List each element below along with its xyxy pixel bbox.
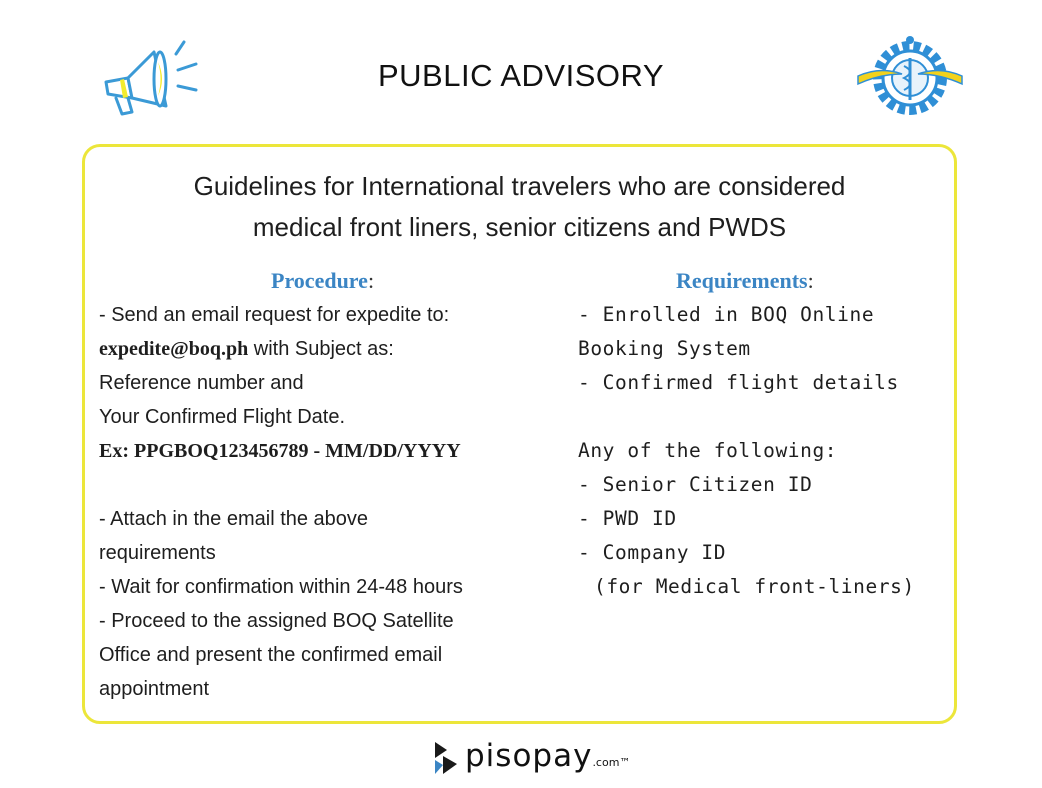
pisopay-wordmark [465,738,630,774]
example-date: MM/DD/YYYY [325,440,461,462]
procedure-line: appointment [99,678,210,700]
procedure-line [99,332,569,366]
requirements-title: Requirements [676,268,808,293]
requirement-line: - Company ID [578,541,727,564]
procedure-heading [99,264,569,298]
guidelines-heading [82,166,957,248]
pisopay-mark-icon [433,740,459,776]
bureau-of-quarantine-seal-icon [857,30,963,126]
spacer [99,468,569,502]
requirement-line: - Confirmed flight details [578,371,899,394]
spacer [578,400,938,434]
requirement-line: Booking System [578,337,751,360]
procedure-colon: : [367,268,375,293]
heading-line-1: Guidelines for International travelers who are considered [193,171,846,201]
example-colon: : [122,440,135,462]
requirement-line: (for Medical front-liners) [594,575,915,598]
procedure-line: Your Confirmed Flight Date. [99,406,346,428]
example-line [99,434,569,468]
procedure-title: Procedure [271,268,368,293]
requirement-line: - PWD ID [578,507,677,530]
procedure-line: Reference number and [99,372,304,394]
procedure-line: - Send an email request for expedite to: [99,304,450,326]
brand-suffix: .com™ [592,756,631,769]
page-title: PUBLIC ADVISORY [377,58,665,93]
heading-line-2: medical front liners, senior citizens and PWDS [252,212,787,242]
example-reference: PPGBOQ123456789 [134,440,309,462]
brand-name: pisopay [465,738,593,774]
example-separator: - [308,440,326,462]
procedure-line: requirements [99,542,216,564]
requirement-line: Any of the following: [578,439,838,462]
procedure-line: - Attach in the email the above [99,508,369,530]
procedure-line: - Wait for confirmation within 24-48 hours [99,576,463,598]
subject-text: with Subject as: [248,338,394,360]
example-label: Ex [99,440,123,462]
procedure-line: Office and present the confirmed email [99,644,443,666]
requirements-column [578,264,938,604]
requirement-line: - Senior Citizen ID [578,473,813,496]
pisopay-logo [433,738,633,778]
requirements-heading [578,264,938,298]
requirements-colon: : [807,268,814,293]
procedure-line: - Proceed to the assigned BOQ Satellite [99,610,454,632]
requirement-line: - Enrolled in BOQ Online [578,303,875,326]
email-address: expedite@boq.ph [99,338,249,360]
procedure-column [99,264,569,706]
